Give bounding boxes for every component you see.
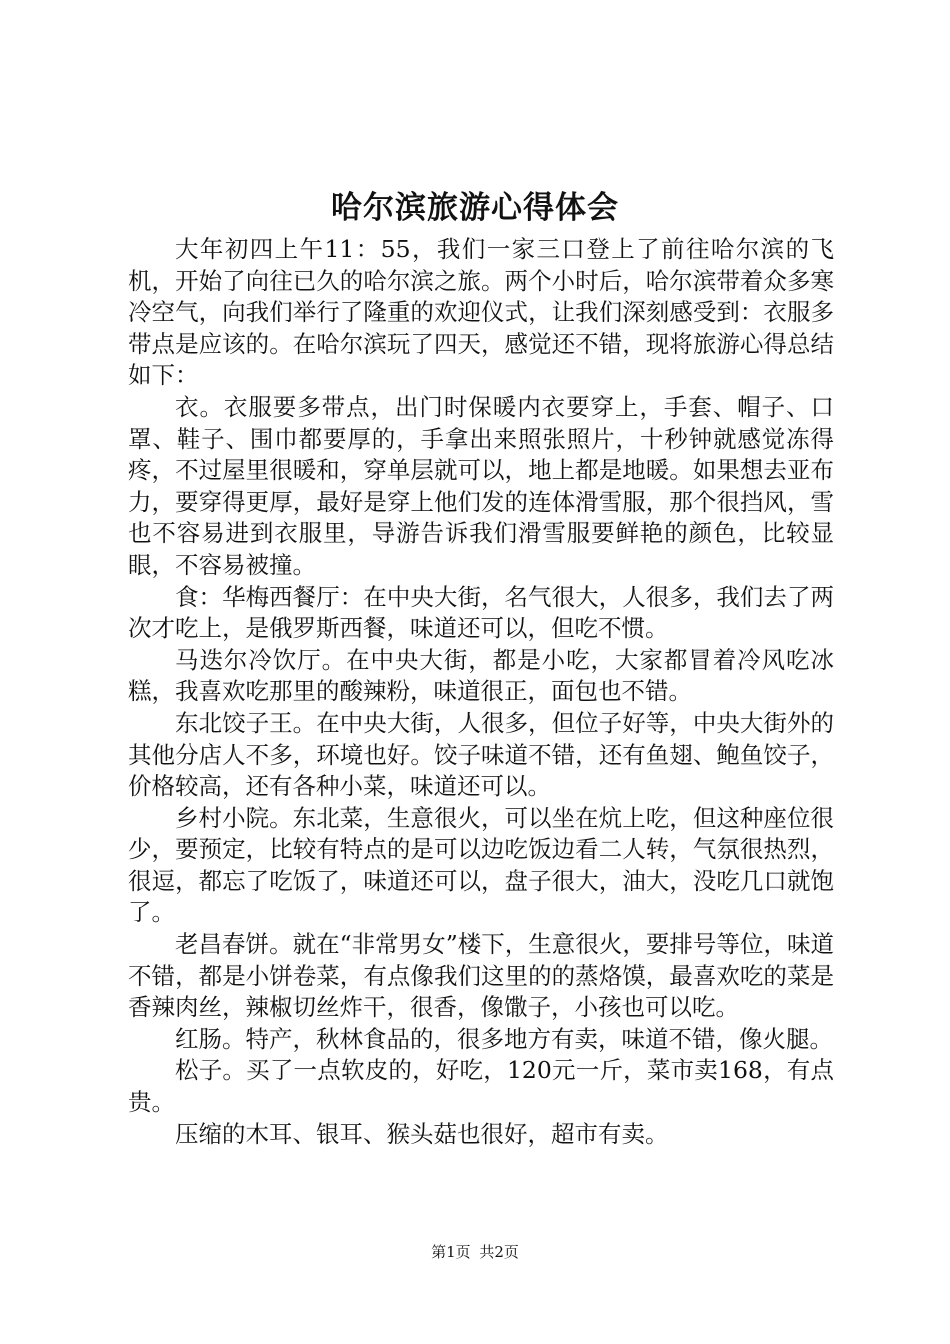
paragraph-red-sausage: 红肠。特产，秋林食品的，很多地方有卖，味道不错，像火腿。 xyxy=(175,1024,833,1053)
paragraph-food-chunbing: 老昌春饼。就在“非常男女”楼下，生意很火，要排号等位，味道不错，都是小饼卷菜，有点像我们这里的的蒸烙馍，最喜欢吃的菜是香辣肉丝，辣椒切丝炸干，很香，像馓子，小孩也可以吃。 xyxy=(128,930,834,1022)
page-footer: 第1页 共2页 xyxy=(431,1243,519,1261)
paragraph-intro: 大年初四上午11：55，我们一家三口登上了前往哈尔滨的飞机，开始了向往已久的哈尔滨之旅。两个小时后，哈尔滨带着众多寒冷空气，向我们举行了隆重的欢迎仪式，让我们深刻感受到：衣服多带点是应该的。在哈尔滨玩了四天，感觉还不错，现将旅游心得总结如下： xyxy=(128,235,834,390)
paragraph-pine-nuts: 松子。买了一点软皮的，好吃，120元一斤，菜市卖168，有点贵。 xyxy=(128,1056,834,1117)
document-title: 哈尔滨旅游心得体会 xyxy=(331,190,619,226)
document-body xyxy=(128,234,834,1150)
paragraph-clothing: 衣。衣服要多带点，出门时保暖内衣要穿上，手套、帽子、口罩、鞋子、围巾都要厚的，手拿出来照张照片，十秒钟就感觉冻得疼，不过屋里很暖和，穿单层就可以，地上都是地暖。如果想去亚布力，要穿得更厚，最好是穿上他们发的连体滑雪服，那个很挡风，雪也不容易进到衣服里，导游告诉我们滑雪服要鲜艳的颜色，比较显眼，不容易被撞。 xyxy=(128,392,834,579)
paragraph-food-huamei: 食：华梅西餐厅：在中央大街，名气很大，人很多，我们去了两次才吃上，是俄罗斯西餐，味道还可以，但吃不惯。 xyxy=(128,582,834,643)
paragraph-food-madieer: 马迭尔冷饮厅。在中央大街，都是小吃，大家都冒着冷风吃冰糕，我喜欢吃那里的酸辣粉，味道很正，面包也不错。 xyxy=(128,645,834,706)
paragraph-food-dumplings: 东北饺子王。在中央大街，人很多，但位子好等，中央大街外的其他分店人不多，环境也好。饺子味道不错，还有鱼翅、鲍鱼饺子，价格较高，还有各种小菜，味道还可以。 xyxy=(128,708,834,801)
paragraph-food-village: 乡村小院。东北菜，生意很火，可以坐在炕上吃，但这种座位很少，要预定，比较有特点的是可以边吃饭边看二人转，气氛很热烈，很逗，都忘了吃饭了，味道还可以，盘子很大，油大，没吃几口就饱了。 xyxy=(128,803,834,927)
paragraph-fungi: 压缩的木耳、银耳、猴头菇也很好，超市有卖。 xyxy=(175,1119,669,1148)
